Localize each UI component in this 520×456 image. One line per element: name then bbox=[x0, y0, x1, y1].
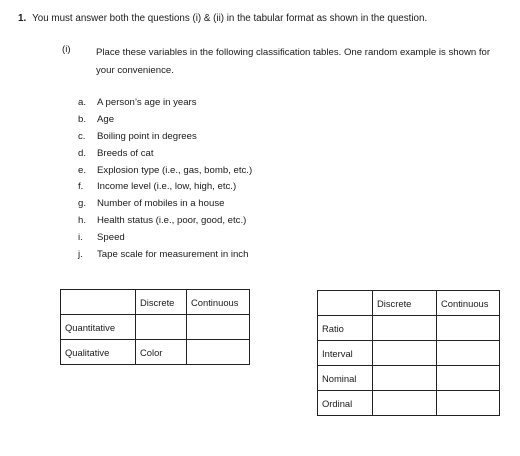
list-item: b. Age bbox=[78, 113, 115, 125]
table-row bbox=[318, 316, 500, 341]
list-item: g. Number of mobiles in a house bbox=[78, 198, 225, 210]
table-cell bbox=[136, 315, 187, 340]
table-row bbox=[318, 391, 500, 416]
table-cell bbox=[437, 316, 500, 341]
table-row bbox=[318, 341, 500, 366]
table-cell bbox=[437, 341, 500, 366]
list-item: d. Breeds of cat bbox=[78, 147, 154, 159]
table-cell bbox=[187, 340, 250, 365]
table-row bbox=[318, 291, 500, 316]
subquestion-instructions: Place these variables in the following classification tables. One random example is shown for your convenience. bbox=[96, 47, 491, 76]
list-item: f. Income level (i.e., low, high, etc.) bbox=[78, 181, 237, 193]
row-header-ratio: Ratio bbox=[318, 316, 373, 341]
table-row bbox=[61, 290, 250, 315]
question-1 bbox=[18, 13, 513, 24]
list-item: i. Speed bbox=[78, 232, 125, 244]
table-cell bbox=[373, 391, 437, 416]
column-header-discrete: Discrete bbox=[373, 291, 437, 316]
table-row bbox=[61, 340, 250, 365]
question-heading bbox=[18, 13, 513, 24]
list-item: c. Boiling point in degrees bbox=[78, 130, 197, 142]
row-header-interval: Interval bbox=[318, 341, 373, 366]
table-cell bbox=[373, 316, 437, 341]
table-row bbox=[61, 315, 250, 340]
row-header-nominal: Nominal bbox=[318, 366, 373, 391]
column-header-discrete: Discrete bbox=[136, 290, 187, 315]
variable-list bbox=[78, 95, 252, 264]
row-header-ordinal: Ordinal bbox=[318, 391, 373, 416]
table-cell bbox=[437, 366, 500, 391]
list-item: j. Tape scale for measurement in inch bbox=[78, 249, 249, 261]
question-number: 1. bbox=[18, 13, 27, 24]
question-text: You must answer both the questions (i) & (ii) in the tabular format as shown in the question. bbox=[32, 13, 428, 24]
subquestion-number: (i) bbox=[62, 44, 71, 55]
column-header-continuous: Continuous bbox=[437, 291, 500, 316]
table-cell bbox=[373, 366, 437, 391]
table-cell bbox=[318, 291, 373, 316]
column-header-continuous: Continuous bbox=[187, 290, 250, 315]
table-row bbox=[318, 366, 500, 391]
table-cell bbox=[373, 341, 437, 366]
list-item: e. Explosion type (i.e., gas, bomb, etc.) bbox=[78, 164, 253, 176]
table-cell bbox=[187, 315, 250, 340]
table-cell: Color bbox=[136, 340, 187, 365]
row-header-qualitative: Qualitative bbox=[61, 340, 136, 365]
table-cell bbox=[61, 290, 136, 315]
list-item: a. A person’s age in years bbox=[78, 97, 197, 108]
classification-table-quantitative-qualitative bbox=[60, 289, 250, 365]
classification-table-measurement-scales bbox=[317, 290, 500, 416]
table-cell bbox=[437, 391, 500, 416]
list-item: h. Health status (i.e., poor, good, etc.) bbox=[78, 215, 247, 227]
row-header-quantitative: Quantitative bbox=[61, 315, 136, 340]
